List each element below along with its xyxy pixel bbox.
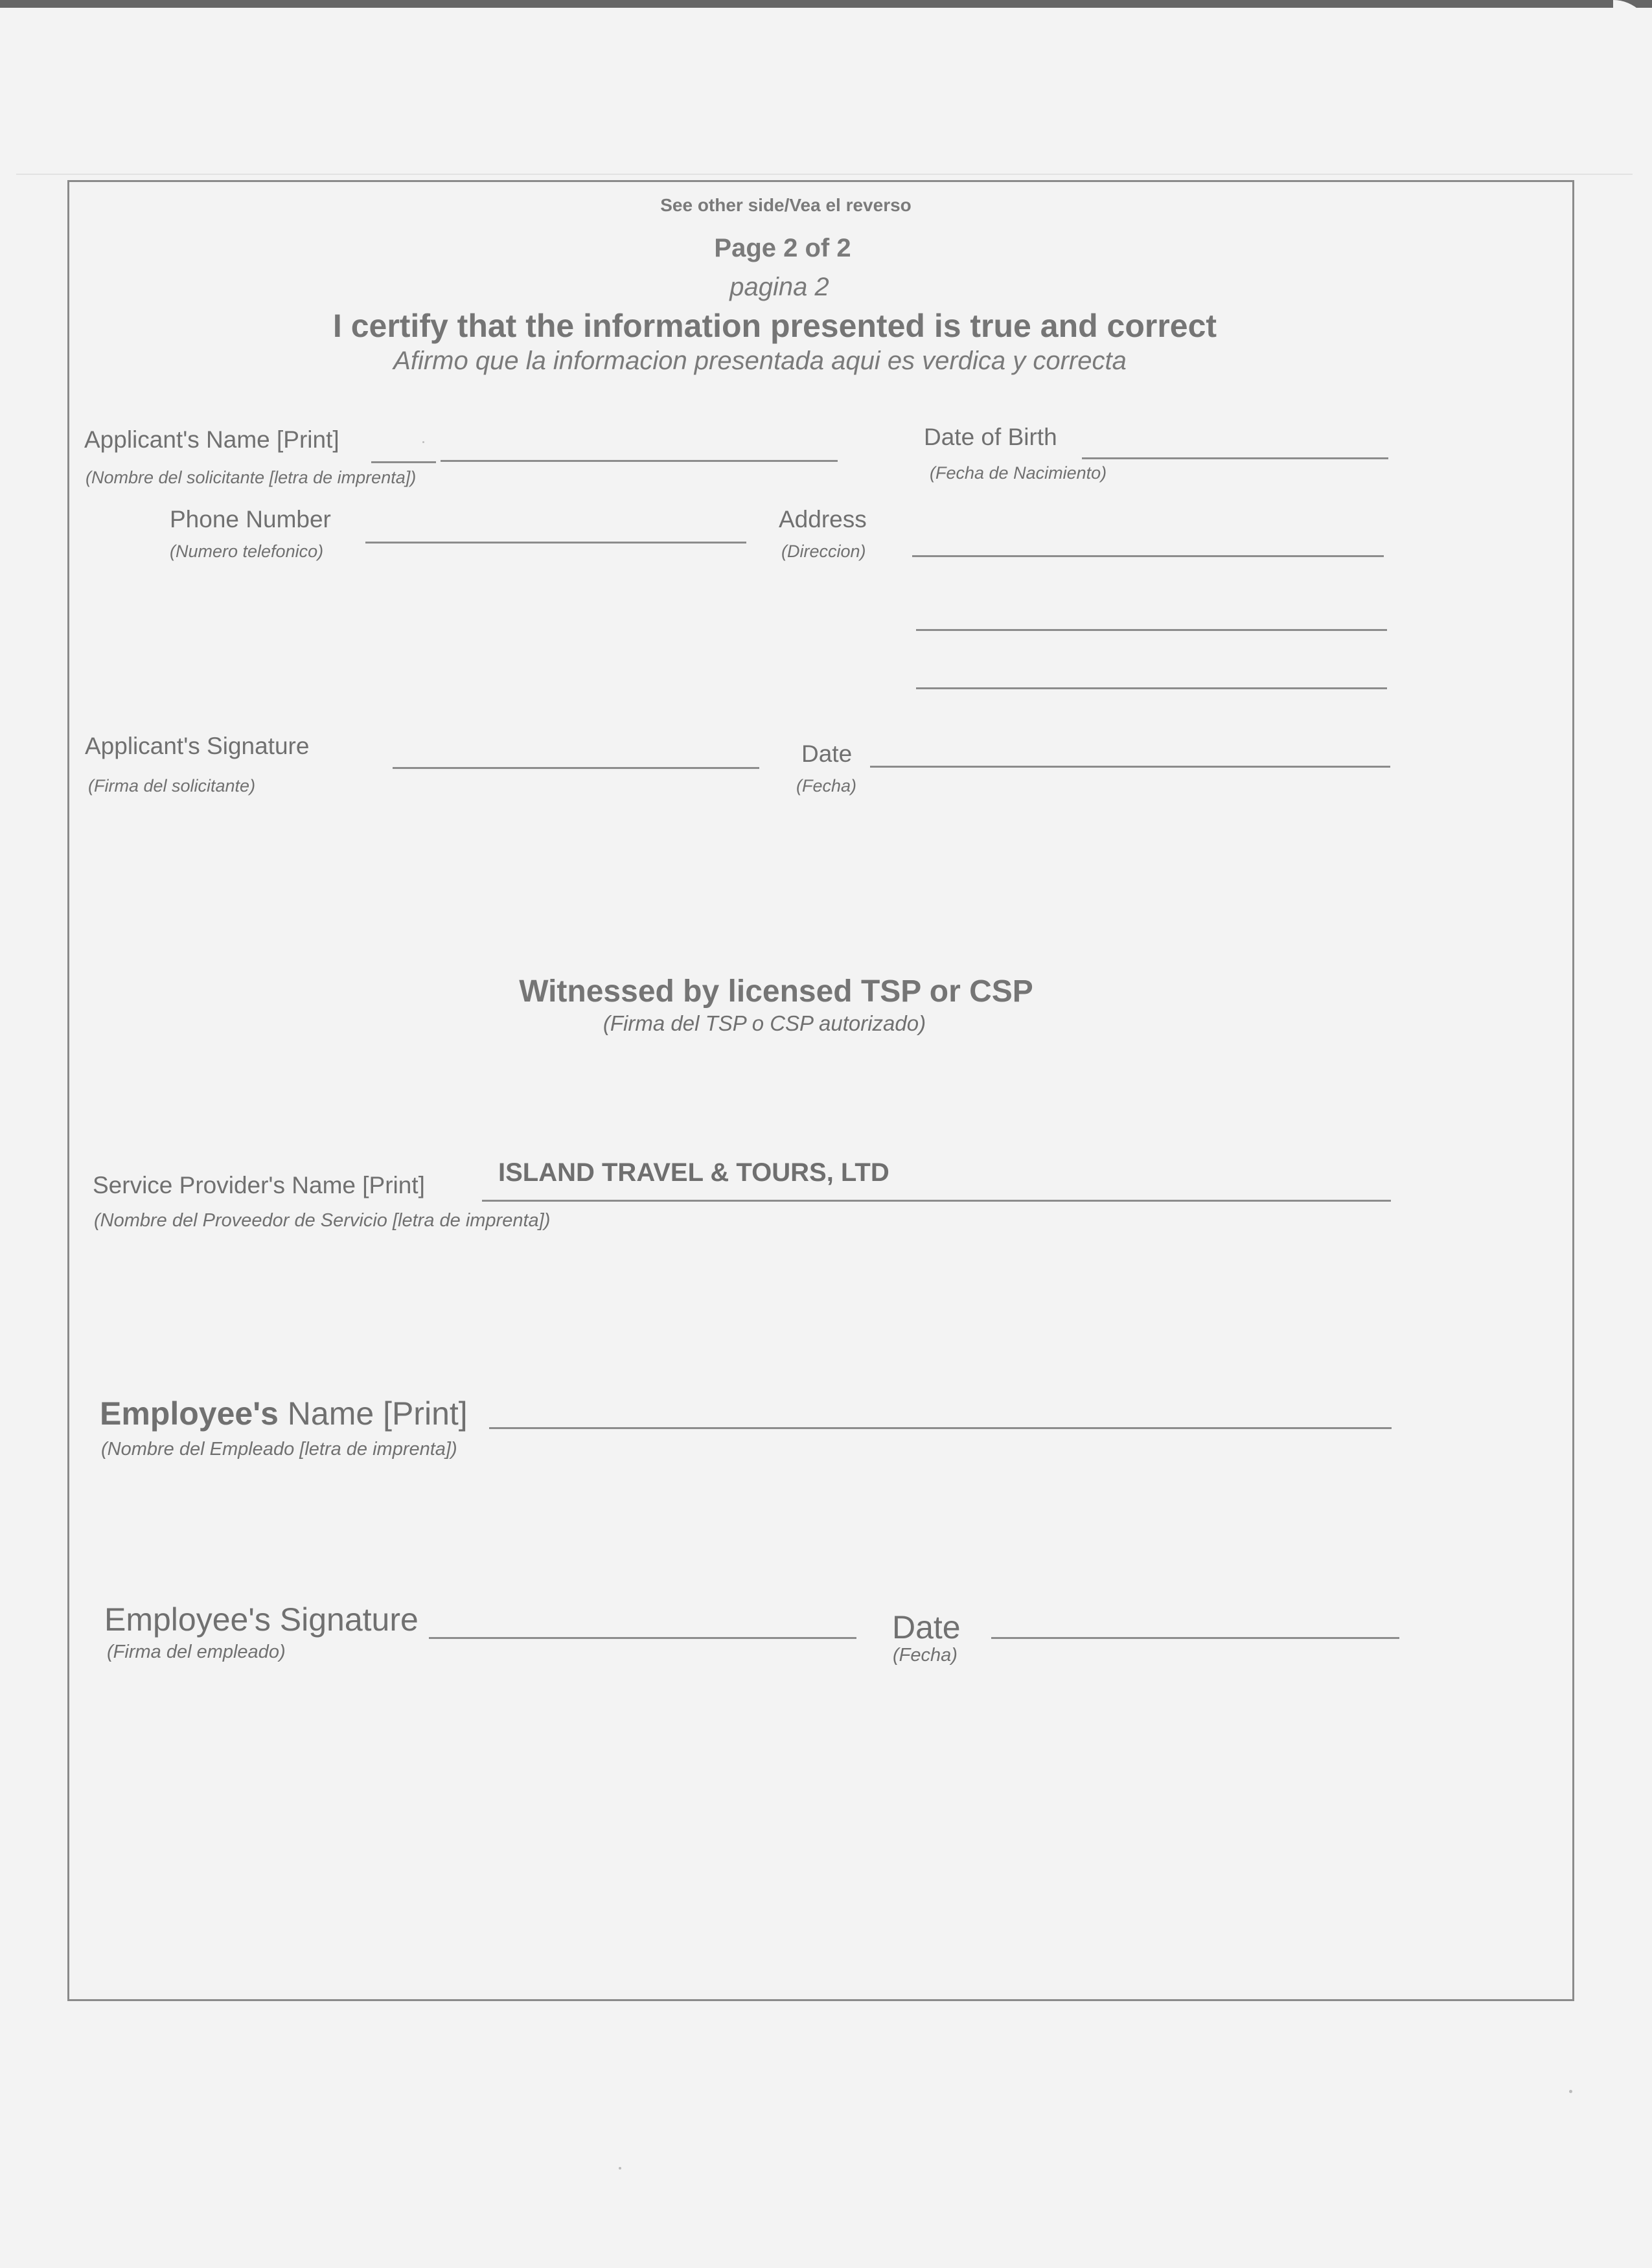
see-other-side-note: See other side/Vea el reverso: [660, 195, 912, 215]
address-line-3[interactable]: [916, 687, 1387, 689]
dob-field[interactable]: [1082, 457, 1388, 459]
certify-statement-es: Afirmo que la informacion presentada aqui es verdica y correcta: [393, 347, 1127, 375]
employee-date-label-es: (Fecha): [893, 1645, 958, 1666]
applicant-signature-field[interactable]: [393, 767, 759, 769]
scan-top-edge: [0, 0, 1652, 8]
scan-speck: [422, 441, 424, 443]
applicant-signature-label-es: (Firma del solicitante): [88, 776, 256, 796]
applicant-date-label: Date: [801, 740, 853, 767]
applicant-date-field[interactable]: [870, 766, 1390, 768]
page-number-es: pagina 2: [729, 273, 829, 301]
provider-name-value: ISLAND TRAVEL & TOURS, LTD: [498, 1158, 889, 1187]
applicant-signature-label: Applicant's Signature: [85, 733, 310, 759]
applicant-name-line-short: [371, 461, 436, 463]
provider-name-label: Service Provider's Name [Print]: [93, 1172, 425, 1198]
dob-label-es: (Fecha de Nacimiento): [930, 463, 1107, 483]
employee-name-label-es: (Nombre del Empleado [letra de imprenta]): [101, 1439, 457, 1460]
witness-subtitle: (Firma del TSP o CSP autorizado): [602, 1011, 926, 1035]
applicant-name-field[interactable]: [441, 460, 838, 462]
address-label-es: (Direccion): [781, 542, 866, 561]
address-line-1[interactable]: [912, 555, 1384, 557]
scan-speck: [619, 2167, 621, 2170]
employee-signature-field[interactable]: [429, 1637, 856, 1639]
phone-label: Phone Number: [170, 506, 331, 533]
phone-label-es: (Numero telefonico): [170, 542, 324, 561]
certify-statement: I certify that the information presented is true and correct: [332, 308, 1217, 344]
employee-signature-label: Employee's Signature: [104, 1601, 419, 1638]
address-label: Address: [779, 506, 867, 533]
scan-speck: [1569, 2090, 1572, 2093]
witness-title: Witnessed by licensed TSP or CSP: [519, 974, 1033, 1009]
fold-line: [16, 174, 1633, 175]
employee-name-label-rest: Name [Print]: [278, 1395, 468, 1432]
employee-name-label-bold: Employee's: [100, 1395, 279, 1432]
applicant-name-label-es: (Nombre del solicitante [letra de imprenta]): [86, 468, 417, 487]
applicant-name-label: Applicant's Name [Print]: [84, 426, 339, 453]
employee-name-field[interactable]: [489, 1427, 1392, 1429]
provider-name-label-es: (Nombre del Proveedor de Servicio [letra de imprenta]): [94, 1210, 551, 1231]
phone-field[interactable]: [365, 542, 746, 544]
page-number: Page 2 of 2: [714, 234, 851, 262]
applicant-date-label-es: (Fecha): [796, 776, 857, 796]
employee-signature-label-es: (Firma del empleado): [107, 1642, 286, 1662]
employee-date-field[interactable]: [991, 1637, 1399, 1639]
address-line-2[interactable]: [916, 629, 1387, 631]
provider-name-field[interactable]: [482, 1200, 1391, 1202]
employee-date-label: Date: [892, 1609, 961, 1645]
employee-name-label: [100, 1397, 468, 1430]
dob-label: Date of Birth: [924, 424, 1057, 450]
form-border: [67, 180, 1574, 2001]
